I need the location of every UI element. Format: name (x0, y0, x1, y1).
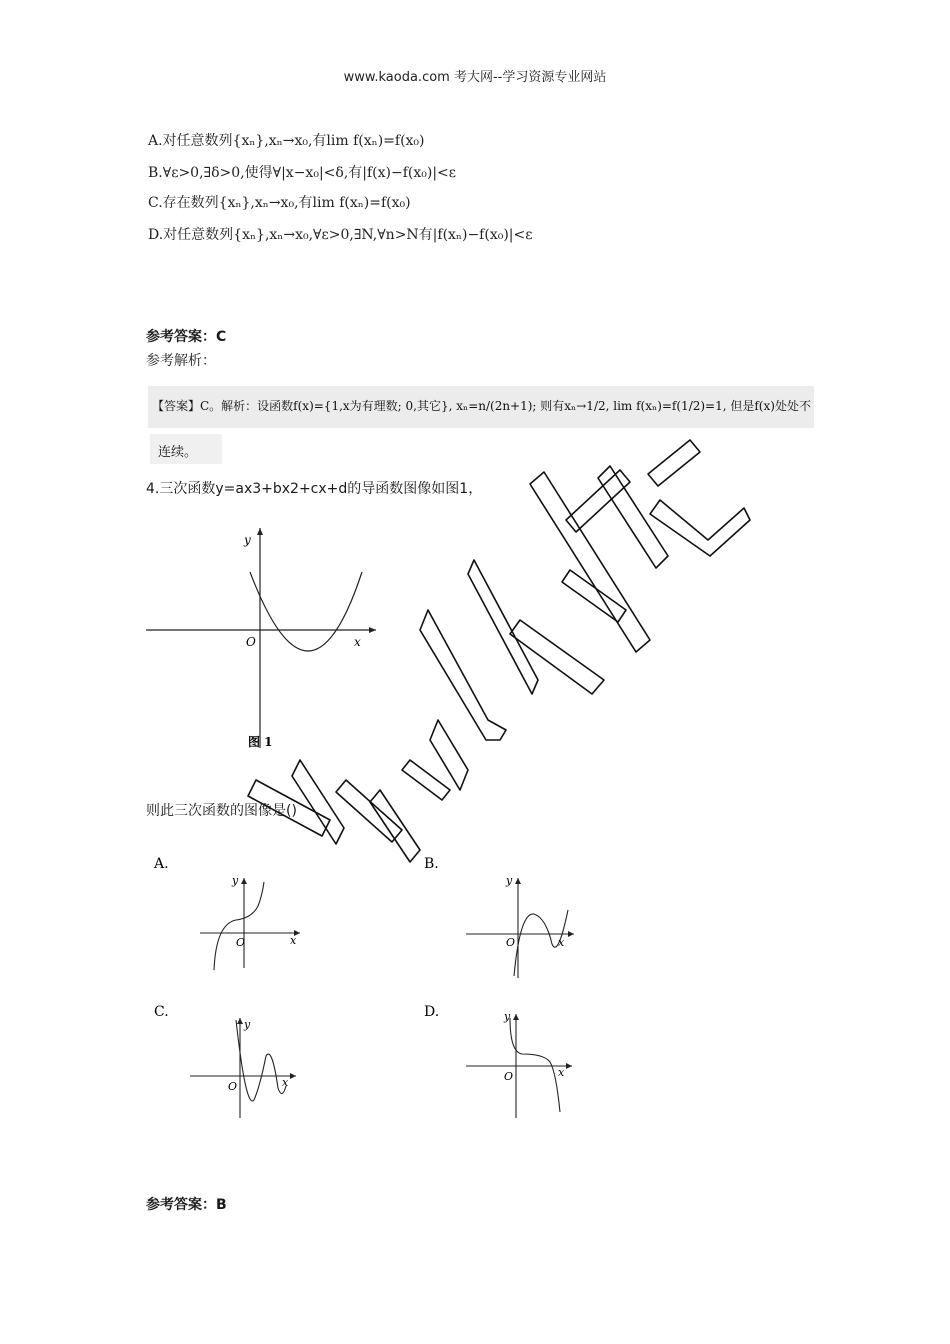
fig1-origin-label: O (246, 635, 256, 649)
choice-b-graph (418, 850, 588, 985)
q4-prompt: 则此三次函数的图像是() (146, 803, 297, 819)
choice-c-graph (148, 1000, 318, 1125)
choice-d-graph (418, 1000, 588, 1125)
option-b: B.∀ε>0,∃δ>0,使得∀|x−x₀|<δ,有|f(x)−f(x₀)|<ε (148, 165, 457, 181)
fig1-parabola (250, 572, 362, 651)
choice-b-label: B. (424, 856, 439, 872)
svg-text:y: y (244, 1018, 251, 1031)
svg-text:O: O (506, 936, 516, 949)
choice-c-label: C. (154, 1004, 169, 1020)
option-a: A.对任意数列{xₙ},xₙ→x₀,有lim f(xₙ)=f(x₀) (148, 133, 425, 149)
svg-text:O: O (228, 1080, 238, 1093)
q3-answer: 参考答案：C (146, 329, 227, 345)
choice-a-graph (148, 850, 318, 975)
fig1-caption: 图 1 (248, 735, 273, 749)
svg-text:x: x (558, 936, 565, 949)
q4-answer: 参考答案：B (146, 1197, 227, 1213)
figure-1 (140, 520, 390, 755)
svg-text:y: y (506, 874, 513, 887)
svg-text:x: x (290, 934, 297, 947)
svg-text:O: O (504, 1070, 514, 1083)
fig1-y-label: y (244, 533, 251, 547)
svg-text:y: y (504, 1010, 511, 1023)
site-header: www.kaoda.com 考大网--学习资源专业网站 (343, 70, 607, 85)
fig1-x-arrow (369, 627, 376, 633)
choice-a-label: A. (154, 856, 169, 872)
analysis-continuation: 连续。 (158, 445, 198, 460)
option-c: C.存在数列{xₙ},xₙ→x₀,有lim f(xₙ)=f(x₀) (148, 195, 411, 211)
option-d: D.对任意数列{xₙ},xₙ→x₀,∀ε>0,∃N,∀n>N有|f(xₙ)−f(x₀)|<ε (148, 227, 533, 243)
svg-text:x: x (282, 1076, 289, 1089)
analysis-text: 【答案】C。解析：设函数f(x)={1,x为有理数; 0,其它}, xₙ=n/(2n+1); 则有xₙ→1/2, lim f(xₙ)=f(1/2)=1, 但是f(x)处处不 (152, 399, 811, 413)
fig1-y-arrow (257, 528, 263, 535)
svg-text:O: O (236, 936, 246, 949)
choice-d-label: D. (424, 1004, 440, 1020)
fig1-x-label: x (354, 635, 361, 649)
q3-analysis-label: 参考解析： (146, 353, 216, 369)
svg-text:y: y (232, 874, 239, 887)
q4-question: 4.三次函数y=ax3+bx2+cx+d的导函数图像如图1， (146, 481, 483, 497)
svg-text:x: x (558, 1066, 565, 1079)
